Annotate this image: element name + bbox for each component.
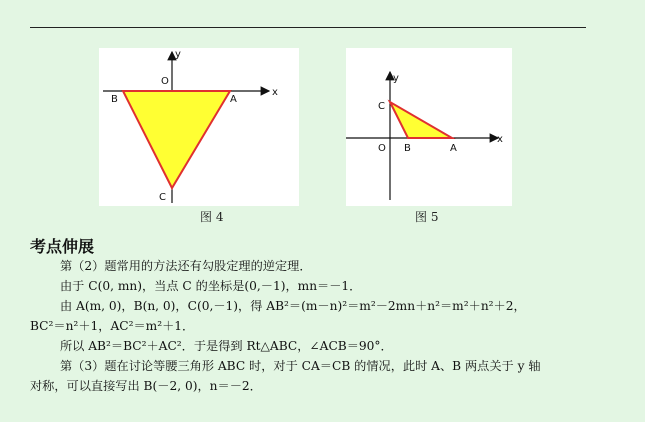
solution-text [30, 256, 600, 396]
point-b-label: B [404, 143, 411, 154]
text-line-7: 对称，可以直接写出 B(－2, 0)，n＝－2． [30, 379, 262, 393]
section-title: 考点伸展 [30, 237, 95, 256]
y-axis-label: y [175, 49, 181, 60]
x-axis-label: x [272, 87, 278, 98]
text-line-1: 第（2）题常用的方法还有勾股定理的逆定理． [60, 259, 312, 273]
text-line-3: 由 A(m, 0)，B(n, 0)，C(0,－1)，得 AB²＝(m－n)²＝m²－2mn＋n²＝m²＋n²＋2， [60, 299, 526, 313]
origin-label: O [378, 143, 386, 154]
figure-5-caption: 图 5 [415, 210, 439, 224]
figure-4-caption: 图 4 [200, 210, 224, 224]
text-line-2: 由于 C(0, mn)，当点 C 的坐标是(0,－1)，mn＝－1． [60, 279, 362, 293]
triangle-abc [390, 102, 452, 138]
triangle-abc [123, 91, 230, 188]
text-line-4: BC²＝n²＋1，AC²＝m²＋1． [30, 319, 195, 333]
figure-5 [346, 48, 512, 206]
figure-4-diagram [99, 48, 299, 206]
text-line-5: 所以 AB²＝BC²＋AC²．于是得到 Rt△ABC，∠ACB＝90°． [60, 339, 393, 353]
x-axis-label: x [497, 134, 503, 145]
figure-5-diagram [346, 48, 512, 206]
top-rule [30, 27, 586, 28]
point-c-label: C [159, 192, 166, 203]
y-axis-label: y [393, 73, 399, 84]
point-c-label: C [378, 101, 385, 112]
origin-label: O [161, 76, 169, 87]
text-line-6: 第（3）题在讨论等腰三角形 ABC 时，对于 CA＝CB 的情况，此时 A、B 两点关于 y 轴 [60, 359, 541, 373]
point-a-label: A [450, 143, 457, 154]
figure-4 [99, 48, 299, 206]
point-a-label: A [230, 94, 237, 105]
point-b-label: B [111, 94, 118, 105]
